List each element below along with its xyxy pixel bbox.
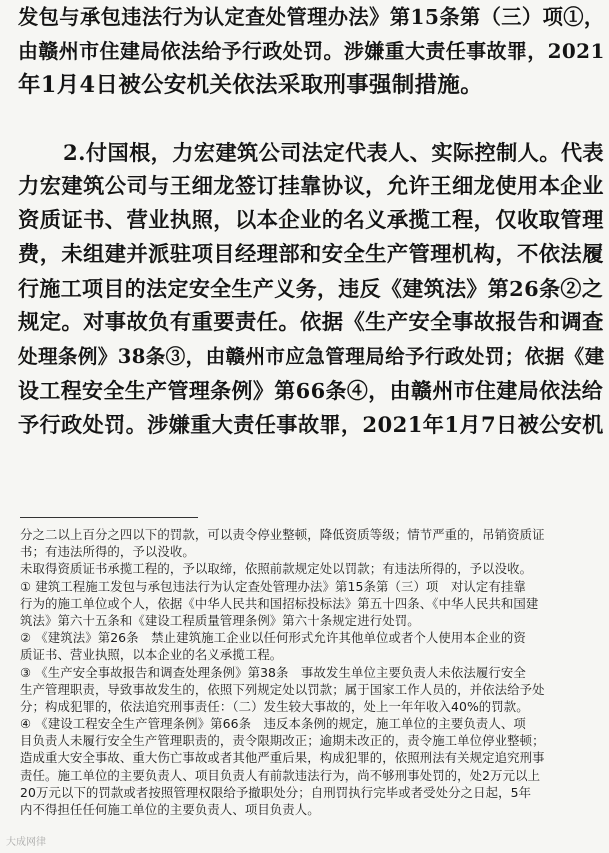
footnote-line: 责任。施工单位的主要负责人、项目负责人有前款违法行为，尚不够刑事处罚的，处2万元以上 [20,767,541,783]
footnote-line: ① 建筑工程施工发包与承包违法行为认定查处管理办法》第15条第（三）项 对认定有挂靠 [20,578,526,594]
footnote-line: 内不得担任任何施工单位的主要负责人、项目负责人。 [20,802,320,817]
body-line: 由赣州市住建局依法给予行政处罚。涉嫌重大责任事故罪，2021 [18,39,605,63]
footnote-line: 目负责人未履行安全生产管理职责的，责令限期改正；逾期未改正的，责令施工单位停业整顿； [20,733,545,749]
footnote-line: 质证书、营业执照，以本企业的名义承揽工程。 [20,647,283,663]
footnote-line: 分；构成犯罪的，依法追究刑事责任：（二）发生较大事故的，处上一年年收入40%的罚款。 [20,698,529,714]
footnotes-section [20,526,604,818]
footnote-line: 行为的施工单位或个人，依据《中华人民共和国招标投标法》第五十四条、《中华人民共和国建 [20,595,539,611]
footnote-line: ④ 《建设工程安全生产管理条例》第66条 违反本条例的规定，施工单位的主要负责人、项 [20,716,526,732]
footnote-line: ② 《建筑法》第26条 禁止建筑施工企业以任何形式允许其他单位或者个人使用本企业的资 [20,630,526,646]
footnote-line: 书；有违法所得的，予以没收。 [20,544,195,560]
footnote-line: 造成重大安全事故、重大伤亡事故或者其他严重后果，构成犯罪的，依照刑法有关规定追究刑事 [20,750,545,766]
footnote-line: 20万元以下的罚款或者按照管理权限给予撤职处分；自刑罚执行完毕或者受处分之日起，5年 [20,784,532,800]
body-line: 规定。对事故负有重要责任。依据《生产安全事故报告和调查 [18,310,604,335]
footnote-separator [20,517,198,518]
footnote-line: 生产管理职责，导致事故发生的，依照下列规定处以罚款；属于国家工作人员的，并依法给予处 [20,681,545,697]
body-line: 发包与承包违法行为认定查处管理办法》第15条第（三）项①， [18,5,605,29]
body-line: 2.付国根，力宏建筑公司法定代表人、实际控制人。代表 [63,140,605,165]
body-line: 力宏建筑公司与王细龙签订挂靠协议，允许王细龙使用本企业 [18,174,604,199]
footnote-line: 未取得资质证书承揽工程的，予以取缔，依照前款规定处以罚款；有违法所得的，予以没收。 [20,561,533,577]
footnote-line: 分之二以上百分之四以下的罚款，可以责令停业整顿，降低资质等级；情节严重的，吊销资质证 [20,527,545,542]
body-line: 处理条例》38条③，由赣州市应急管理局给予行政处罚；依据《建 [18,345,605,368]
body-line: 予行政处罚。涉嫌重大责任事故罪，2021年1月7日被公安机 [18,412,604,437]
watermark: 大成网律 [6,837,46,848]
footnote-line: 筑法》第六十五条和《建设工程质量管理条例》第六十条规定进行处罚。 [20,612,420,628]
body-line: 年1月4日被公安机关依法采取刑事强制措施。 [18,72,483,98]
body-line: 费，未组建并派驻项目经理部和安全生产管理机构，不依法履 [18,242,604,267]
body-line [18,102,606,136]
body-line: 设工程安全生产管理条例》第66条④，由赣州市住建局依法给 [18,378,604,403]
footnote-line: ③ 《生产安全事故报告和调查处理条例》第38条 事故发生单位主要负责人未依法履行安全 [20,664,526,680]
main-body-text [18,0,606,442]
body-line: 资质证书、营业执照，以本企业的名义承揽工程，仅收取管理 [18,208,604,233]
body-line: 行施工项目的法定安全生产义务，违反《建筑法》第26条②之 [18,276,604,301]
